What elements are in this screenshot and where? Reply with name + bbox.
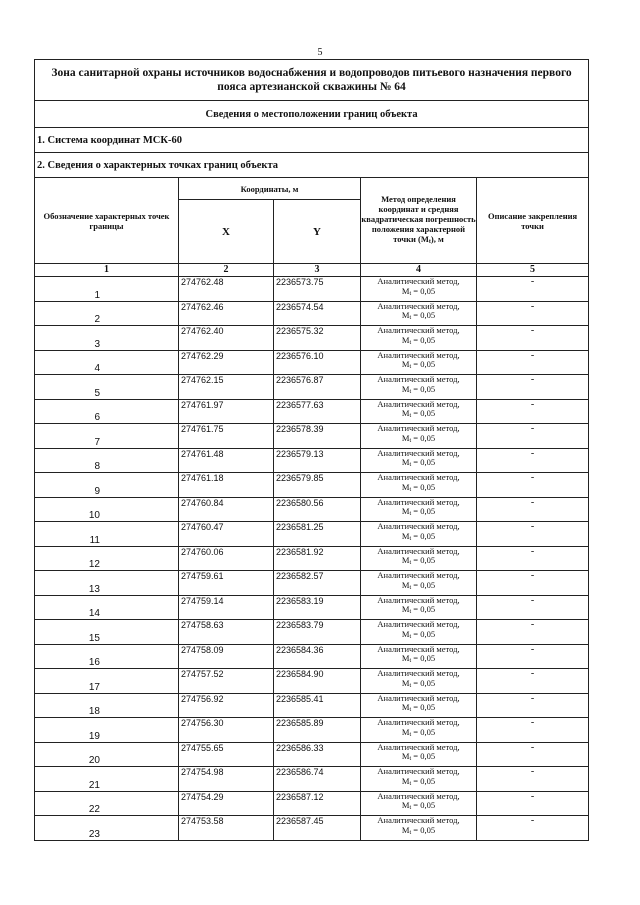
method-cell: Аналитический метод, $M_t = 0,05$ (361, 595, 477, 620)
description-cell: - (477, 522, 589, 547)
coord-y: 2236583.19 (274, 595, 361, 620)
coord-x: 274761.48 (179, 448, 274, 473)
coord-y: 2236586.33 (274, 742, 361, 767)
method-cell: Аналитический метод, $M_t = 0,05$ (361, 718, 477, 743)
table-row (35, 718, 589, 743)
coord-y: 2236578.39 (274, 424, 361, 449)
table-row (35, 620, 589, 645)
coord-y: 2236576.87 (274, 375, 361, 400)
point-number: 2 (35, 301, 179, 326)
coord-x: 274762.15 (179, 375, 274, 400)
col-number: 4 (361, 264, 477, 277)
coord-x: 274759.14 (179, 595, 274, 620)
method-cell: Аналитический метод, $M_t = 0,05$ (361, 767, 477, 792)
table-row (35, 693, 589, 718)
coord-x: 274760.06 (179, 546, 274, 571)
description-cell: - (477, 301, 589, 326)
method-cell: Аналитический метод, $M_t = 0,05$ (361, 473, 477, 498)
table-row (35, 350, 589, 375)
point-number: 22 (35, 791, 179, 816)
points-heading: 2. Сведения о характерных точках границ объекта (35, 153, 589, 178)
point-number: 19 (35, 718, 179, 743)
table-row (35, 399, 589, 424)
method-cell: Аналитический метод, $M_t = 0,05$ (361, 522, 477, 547)
point-number: 21 (35, 767, 179, 792)
point-number: 23 (35, 816, 179, 841)
coord-y: 2236581.25 (274, 522, 361, 547)
coord-y: 2236577.63 (274, 399, 361, 424)
table-row (35, 571, 589, 596)
point-number: 14 (35, 595, 179, 620)
description-cell: - (477, 718, 589, 743)
method-cell: Аналитический метод, $M_t = 0,05$ (361, 546, 477, 571)
coord-y: 2236585.89 (274, 718, 361, 743)
point-number: 13 (35, 571, 179, 596)
point-number: 1 (35, 277, 179, 302)
method-cell: Аналитический метод, $M_t = 0,05$ (361, 620, 477, 645)
coord-y: 2236583.79 (274, 620, 361, 645)
coord-y: 2236579.13 (274, 448, 361, 473)
col-number: 3 (274, 264, 361, 277)
coord-x: 274755.65 (179, 742, 274, 767)
coord-x: 274758.09 (179, 644, 274, 669)
coord-x: 274762.46 (179, 301, 274, 326)
description-cell: - (477, 816, 589, 841)
description-cell: - (477, 595, 589, 620)
description-cell: - (477, 375, 589, 400)
method-cell: Аналитический метод, $M_t = 0,05$ (361, 644, 477, 669)
coord-x: 274760.47 (179, 522, 274, 547)
description-cell: - (477, 669, 589, 694)
coord-x: 274762.29 (179, 350, 274, 375)
description-cell: - (477, 693, 589, 718)
coord-y: 2236573.75 (274, 277, 361, 302)
coord-x: 274761.97 (179, 399, 274, 424)
method-cell: Аналитический метод, $M_t = 0,05$ (361, 277, 477, 302)
coord-x: 274754.29 (179, 791, 274, 816)
table-row (35, 767, 589, 792)
table-row (35, 816, 589, 841)
method-cell: Аналитический метод, $M_t = 0,05$ (361, 399, 477, 424)
header-method: Метод определения координат и средняя квадратическая погрешность положения характерной точки $(M_t)$, м (361, 178, 477, 264)
method-cell: Аналитический метод, $M_t = 0,05$ (361, 326, 477, 351)
description-cell: - (477, 277, 589, 302)
table-row (35, 473, 589, 498)
point-number: 17 (35, 669, 179, 694)
coord-x: 274757.52 (179, 669, 274, 694)
description-cell: - (477, 644, 589, 669)
point-number: 4 (35, 350, 179, 375)
method-cell: Аналитический метод, $M_t = 0,05$ (361, 742, 477, 767)
method-cell: Аналитический метод, $M_t = 0,05$ (361, 497, 477, 522)
header-y: Y (274, 200, 361, 264)
point-number: 12 (35, 546, 179, 571)
coord-x: 274753.58 (179, 816, 274, 841)
description-cell: - (477, 791, 589, 816)
point-number: 5 (35, 375, 179, 400)
coord-y: 2236582.57 (274, 571, 361, 596)
point-number: 15 (35, 620, 179, 645)
table-row (35, 448, 589, 473)
coord-y: 2236586.74 (274, 767, 361, 792)
coord-x: 274759.61 (179, 571, 274, 596)
description-cell: - (477, 571, 589, 596)
coord-x: 274762.48 (179, 277, 274, 302)
page-number: 5 (317, 47, 323, 58)
table-row (35, 669, 589, 694)
coord-y: 2236580.56 (274, 497, 361, 522)
coord-y: 2236579.85 (274, 473, 361, 498)
coord-y: 2236575.32 (274, 326, 361, 351)
description-cell: - (477, 448, 589, 473)
table-row (35, 301, 589, 326)
table-row (35, 326, 589, 351)
table-row (35, 277, 589, 302)
description-cell: - (477, 767, 589, 792)
point-number: 3 (35, 326, 179, 351)
method-cell: Аналитический метод, $M_t = 0,05$ (361, 301, 477, 326)
point-number: 8 (35, 448, 179, 473)
coord-y: 2236584.36 (274, 644, 361, 669)
column-numbers-row (35, 264, 589, 277)
description-cell: - (477, 350, 589, 375)
method-cell: Аналитический метод, $M_t = 0,05$ (361, 350, 477, 375)
description-cell: - (477, 620, 589, 645)
description-cell: - (477, 742, 589, 767)
coord-x: 274756.92 (179, 693, 274, 718)
coord-x: 274761.75 (179, 424, 274, 449)
point-number: 16 (35, 644, 179, 669)
coord-y: 2236584.90 (274, 669, 361, 694)
coord-y: 2236576.10 (274, 350, 361, 375)
description-cell: - (477, 546, 589, 571)
point-number: 11 (35, 522, 179, 547)
method-cell: Аналитический метод, $M_t = 0,05$ (361, 791, 477, 816)
header-description: Описание закрепления точки (477, 178, 589, 264)
table-body (35, 277, 589, 841)
table-row (35, 497, 589, 522)
point-number: 9 (35, 473, 179, 498)
col-number: 1 (35, 264, 179, 277)
method-cell: Аналитический метод, $M_t = 0,05$ (361, 424, 477, 449)
coord-x: 274760.84 (179, 497, 274, 522)
point-number: 20 (35, 742, 179, 767)
coord-x: 274756.30 (179, 718, 274, 743)
coord-x: 274758.63 (179, 620, 274, 645)
table-row (35, 595, 589, 620)
boundary-points-table (34, 59, 589, 841)
table-row (35, 546, 589, 571)
coord-x: 274754.98 (179, 767, 274, 792)
method-cell: Аналитический метод, $M_t = 0,05$ (361, 571, 477, 596)
table-row (35, 375, 589, 400)
method-cell: Аналитический метод, $M_t = 0,05$ (361, 375, 477, 400)
coord-y: 2236581.92 (274, 546, 361, 571)
table-row (35, 791, 589, 816)
table-row (35, 424, 589, 449)
description-cell: - (477, 424, 589, 449)
description-cell: - (477, 399, 589, 424)
method-cell: Аналитический метод, $M_t = 0,05$ (361, 693, 477, 718)
method-cell: Аналитический метод, $M_t = 0,05$ (361, 669, 477, 694)
col-number: 2 (179, 264, 274, 277)
header-x: X (179, 200, 274, 264)
coordinate-system: 1. Система координат МСК-60 (35, 128, 589, 153)
header-point: Обозначение характерных точек границы (35, 178, 179, 264)
table-row (35, 644, 589, 669)
coord-y: 2236585.41 (274, 693, 361, 718)
point-number: 18 (35, 693, 179, 718)
point-number: 10 (35, 497, 179, 522)
coord-x: 274762.40 (179, 326, 274, 351)
coord-y: 2236587.12 (274, 791, 361, 816)
coord-x: 274761.18 (179, 473, 274, 498)
description-cell: - (477, 497, 589, 522)
coord-y: 2236587.45 (274, 816, 361, 841)
description-cell: - (477, 326, 589, 351)
header-coordinates: Координаты, м (179, 178, 361, 200)
table-row (35, 522, 589, 547)
coord-y: 2236574.54 (274, 301, 361, 326)
method-cell: Аналитический метод, $M_t = 0,05$ (361, 816, 477, 841)
description-cell: - (477, 473, 589, 498)
document-title: Зона санитарной охраны источников водоснабжения и водопроводов питьевого назначения первого пояса артезианской скважины № 64 (35, 60, 589, 101)
col-number: 5 (477, 264, 589, 277)
point-number: 7 (35, 424, 179, 449)
point-number: 6 (35, 399, 179, 424)
section-title: Сведения о местоположении границ объекта (35, 101, 589, 128)
method-cell: Аналитический метод, $M_t = 0,05$ (361, 448, 477, 473)
table-row (35, 742, 589, 767)
